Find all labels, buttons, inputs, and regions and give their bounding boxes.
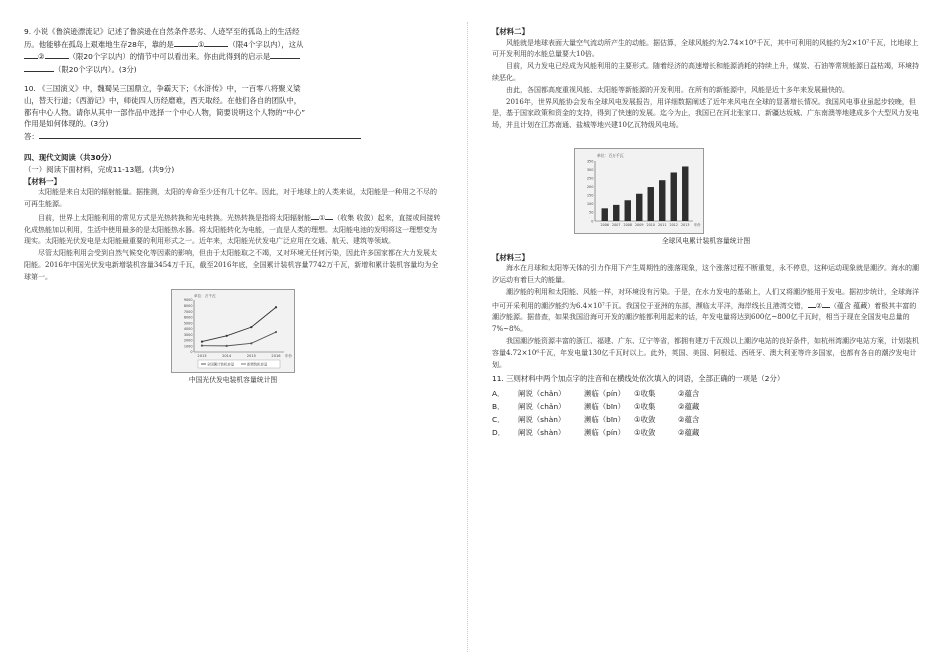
option-word2: 濒临（pín）: [584, 427, 625, 437]
y-tick-label: 250: [586, 176, 594, 181]
q9-line3: [24, 50, 442, 63]
y-tick-label: 350: [586, 159, 594, 164]
option-word1: 阐说（shàn）: [518, 414, 566, 424]
x-tick-label: 2015: [246, 353, 256, 358]
series-point: [275, 306, 277, 308]
m3-p2c: （蕴含 蕴藏）着极其丰富的潮汐能源。据普查，如果我国沿海可开发的潮汐能都利用起来的话，年发电量将达到600亿~800亿千瓦时，相当于现在全国发电总量的7%~8%。: [492, 301, 917, 334]
x-axis-label: 年份: [694, 222, 701, 227]
pv-line-chart: [172, 290, 294, 372]
bar: [671, 172, 677, 221]
pv-chart-caption: 中国光伏发电装机容量统计图: [188, 375, 278, 384]
y-tick-label: 6000: [183, 315, 193, 320]
q9-blank1[interactable]: [174, 38, 198, 47]
option-key: B．: [492, 401, 505, 411]
m3-p2a: 潮汐能的利用和太阳能、风能一样，对环境没有污染。于是，在水力发电的基础上，人们又将潮汐能用于发电。据初步统计，全球海洋中可开采利用的潮汐能约为6.4×10⁷千瓦。我国位于亚洲的东部，濒临太平洋，海岸线长且港湾交错，: [492, 287, 919, 310]
q9-blank1-num: ①: [197, 39, 205, 49]
option-key: D．: [492, 427, 506, 437]
bar: [625, 200, 631, 221]
m3-p3: 我国潮汐能资源丰富的浙江、福建、广东、辽宁等省，都拥有建万千瓦级以上潮汐电站的良好条件，如杭州湾潮汐电站方案，计划装机容量4.72×10⁶千瓦，年发电量130亿千瓦时以上。此外，英国、美国、阿根廷、西班牙、澳大利亚等许多国家，也都有各自的潮汐发电计划。: [492, 336, 919, 369]
m1-p2c: （收集 收敛）起来，直接或间接转化成热能加以利用，生活中使用最多的是太阳能热水器。将太阳能转化为电能，一直是人类的理想。太阳能电池的发明将这一理想变为现实。太阳能光伏发电是太阳能最重要的利用形式之一。近年来，太阳能光伏发电广泛应用在交通、航天、建筑等领域。: [24, 213, 441, 246]
x-tick-label: 2007: [612, 222, 621, 227]
q9-blank3b[interactable]: [24, 63, 54, 72]
y-tick-label: 100: [586, 202, 594, 207]
x-tick-label: 2013: [197, 353, 207, 358]
series-point: [275, 330, 277, 332]
series-point: [201, 344, 203, 346]
y-axis-label: 单位：万千瓦: [194, 293, 216, 298]
y-tick-label: 5000: [183, 320, 193, 325]
y-tick-label: 0: [190, 349, 193, 354]
option-word4: ②蕴藏: [678, 427, 700, 437]
q9-line2b: （限4个字以内），这从: [228, 39, 304, 49]
q9-blank2[interactable]: [45, 50, 69, 59]
question-9: [24, 26, 442, 75]
m1-p3: 尽管太阳能利用会受到自然气候变化等因素的影响，但由于太阳能取之不竭，又对环境无任何污染，因此许多国家都在大力发展太阳能。2016年中国光伏发电新增装机容量3454万千瓦，截至2016年底，全国累计装机容量7742万千瓦，新增和累计装机容量均为全球第一。: [24, 249, 439, 281]
right-column: [492, 26, 920, 439]
x-tick-label: 2006: [600, 222, 609, 227]
y-tick-label: 1000: [183, 343, 193, 348]
q9-blank3[interactable]: [270, 50, 300, 59]
m3-blank-b[interactable]: [822, 299, 830, 308]
q11-option-a[interactable]: [492, 387, 920, 400]
bar: [602, 208, 608, 221]
m3-blank-num: ②: [815, 301, 822, 310]
q9-blank1b[interactable]: [204, 38, 228, 47]
m3-blank-a[interactable]: [808, 299, 816, 308]
y-tick-label: 8000: [183, 303, 193, 308]
m2-p1: 风能就是地球表面大量空气流动所产生的动能。据估算，全球风能约为2.74×10⁹千瓦，其中可利用的风能约为2×10⁷千瓦，比地球上可开发利用的水能总量要大10倍。: [492, 38, 919, 59]
x-axis-label: 年份: [285, 353, 292, 358]
q10-answer-row: [24, 130, 442, 143]
m3-p1: 海水在月球和太阳等天体的引力作用下产生周期性的涨落现象，这个涨落过程不断重复，永不停息，这种运动现象就是潮汐。海水的潮汐运动有着巨大的能量。: [492, 264, 919, 284]
x-tick-label: 2011: [658, 222, 667, 227]
series-point: [226, 334, 228, 336]
x-tick-label: 2013: [681, 222, 690, 227]
y-tick-label: 150: [586, 193, 594, 198]
option-word4: ②蕴含: [678, 414, 700, 424]
m1-p2a: 目前，世界上太阳能利用的常见方式是光热转换和光电转换。光热转换是指将太阳辐射能: [38, 213, 311, 222]
legend-label: 新增装机容量: [247, 361, 268, 366]
q9-line4-text: （限20个字以内）。(3分): [54, 64, 137, 74]
left-column: [24, 26, 442, 390]
option-word3: ①收集: [634, 388, 656, 398]
q9-line2a: 历。他能够在孤岛上艰难地生存28年，靠的是: [24, 39, 174, 49]
option-word3: ①收敛: [634, 427, 656, 437]
x-tick-label: 2008: [623, 222, 632, 227]
m2-p2: 目前，风力发电已经成为风能利用的主要形式。随着经济的高速增长和能源消耗的持续上升，煤炭、石油等常规能源日益枯竭，环境持续恶化。: [492, 62, 919, 82]
q10-answer-line[interactable]: [39, 130, 361, 139]
option-word3: ①收敛: [634, 414, 656, 424]
q9-line1: 9. 小说《鲁滨逊漂流记》记述了鲁滨逊在自然条件恶劣、人迹罕至的孤岛上的生活经: [24, 27, 300, 36]
y-tick-label: 50: [589, 210, 594, 215]
bar: [682, 166, 688, 221]
y-tick-label: 9000: [183, 297, 193, 302]
q10-line3: 都有中心人物。请你从其中一部作品中选择一个中心人物，简要说明这个人物的“中心”: [24, 107, 306, 117]
q11-option-c[interactable]: [492, 413, 920, 426]
wind-chart-caption: 全球风电累计装机容量统计图: [661, 236, 751, 245]
y-tick-label: 0: [591, 219, 594, 224]
question-10: [24, 83, 442, 142]
q10-line4: 作用是如何体现的。(3分): [24, 119, 109, 129]
option-word2: 濒临（bīn）: [584, 414, 625, 424]
option-word1: 阐说（chǎn）: [518, 401, 566, 411]
section4-sub: （一）阅读下面材料，完成11-13题。(共9分): [24, 164, 175, 174]
q9-line2: [24, 38, 442, 51]
q11-stem: 11. 三则材料中两个加点字的注音和在横线处依次填入的词语，全部正确的一项是（2分）: [492, 374, 785, 384]
q11-option-d[interactable]: [492, 426, 920, 439]
m1-p2: [24, 211, 442, 248]
series-line-0: [202, 307, 276, 341]
q9-line3a: （限20个字以内）的情节中可以看出来。你由此得到的启示是: [68, 52, 271, 62]
bar: [636, 194, 642, 221]
q10-answer-label: 答：: [24, 131, 39, 141]
m3-p2: [492, 287, 920, 336]
option-word4: ②蕴藏: [678, 401, 700, 411]
option-word4: ②蕴含: [678, 388, 700, 398]
y-axis-label: 单位：百万千瓦: [597, 152, 624, 158]
option-word1: 阐说（shàn）: [518, 427, 566, 437]
series-point: [250, 342, 252, 344]
m2-p4: 2016年，世界风能协会发布全球风电发展报告，用详细数据阐述了近年来风电在全球的显著增长情况。我国风电事业虽起步较晚，但是，基于国家政策和资金的支持，得到了快速的发展。迄今为止，我国已在河北张家口、新疆达坂城、广东南澳等地建成多个大型风力发电场，并且计划在江苏南通、盐城等地兴建10亿瓦特级风电场。: [492, 97, 919, 130]
y-tick-label: 300: [586, 167, 594, 172]
x-tick-label: 2016: [271, 353, 281, 358]
q9-line4: [24, 63, 442, 76]
y-tick-label: 7000: [183, 309, 193, 314]
x-tick-label: 2012: [669, 222, 678, 227]
section4-title: 四、现代文阅读（共30分）: [24, 153, 116, 163]
column-divider: [467, 22, 468, 652]
m1-blank-num: ①: [319, 213, 326, 222]
option-word1: 阐说（chǎn）: [518, 388, 566, 398]
x-tick-label: 2014: [222, 353, 232, 358]
m1-p1: 太阳能是来自太阳的辐射能量。据推测，太阳的寿命至少还有几十亿年。因此，对于地球上的人类来说，太阳能是一种用之不尽的可再生能源。: [24, 188, 437, 208]
option-key: A．: [492, 388, 505, 398]
m2-p3: 由此，各国都高度重视风能、太阳能等新能源的开发利用。在所有的新能源中，风能是近十多年来发展最快的。: [506, 85, 849, 94]
option-word2: 濒临（bīn）: [584, 401, 625, 411]
option-key: C．: [492, 414, 505, 424]
m3-title: 【材料三】: [492, 252, 529, 262]
q11-option-b[interactable]: [492, 400, 920, 413]
pv-chart-frame: [171, 289, 295, 373]
m1-blank-a[interactable]: [311, 211, 319, 220]
series-point: [250, 326, 252, 328]
y-tick-label: 4000: [183, 326, 193, 331]
legend-label: 全国累计装机容量: [207, 361, 235, 366]
y-tick-label: 200: [586, 184, 594, 189]
series-point: [201, 340, 203, 342]
wind-chart-frame: [574, 148, 704, 234]
bar: [648, 187, 654, 221]
bar: [613, 205, 619, 221]
q9-blank2-num: ②: [38, 52, 45, 62]
wind-bar-chart: [575, 149, 703, 233]
series-point: [226, 344, 228, 346]
option-word2: 濒临（pín）: [584, 388, 625, 398]
y-tick-label: 3000: [183, 332, 193, 337]
m1-title: 【材料一】: [24, 176, 61, 186]
bar: [659, 180, 665, 221]
option-word3: ①收集: [634, 401, 656, 411]
q10-line1: 10. 《三国演义》中，魏蜀吴三国鼎立，争霸天下；《水浒传》中，一百零八将聚义梁: [24, 84, 301, 94]
x-tick-label: 2010: [646, 222, 655, 227]
q11-options: [492, 387, 920, 439]
y-tick-label: 2000: [183, 338, 193, 343]
m2-title: 【材料二】: [492, 27, 529, 36]
x-tick-label: 2009: [635, 222, 644, 227]
q9-blank2a[interactable]: [24, 50, 38, 59]
q10-line2: 山，替天行道；《西游记》中，师徒四人历经磨难，西天取经。在他们各自的团队中，: [24, 95, 302, 105]
